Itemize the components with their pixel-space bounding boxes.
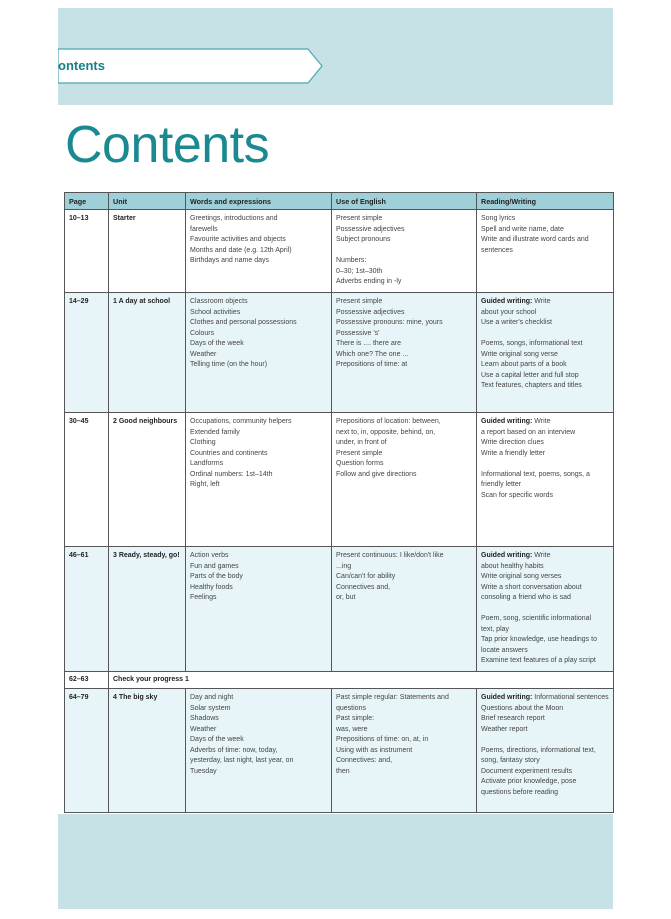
- cell-line: Birthdays and name days: [190, 257, 269, 264]
- unit-cell: Starter: [109, 210, 186, 293]
- cell-line: Guided writing: Write: [481, 418, 551, 425]
- line-gap: [481, 329, 609, 340]
- page-cell: 30–45: [65, 413, 109, 547]
- cell-line: Occupations, community helpers: [190, 418, 292, 425]
- words-cell: [186, 547, 332, 672]
- cell-line: Tap prior knowledge, use headings to: [481, 636, 597, 643]
- cell-line: song, fantasy story: [481, 757, 540, 764]
- cell-line: or, but: [336, 594, 356, 601]
- cell-line: School activities: [190, 308, 241, 316]
- cell-line: under, in front of: [336, 439, 387, 446]
- cell-line: Weather report: [481, 725, 528, 733]
- cell-line: Days of the week: [190, 736, 244, 743]
- cell-line: Write a short conversation about: [481, 583, 582, 591]
- cell-line: Past simple regular: Statements and: [336, 694, 449, 701]
- cell-line: Document experiment results: [481, 767, 573, 775]
- cell-line: text, play: [481, 625, 510, 633]
- cell-line: Possessive pronouns: mine, yours: [336, 319, 443, 326]
- cell-line: farewells: [190, 225, 218, 233]
- cell-line: Poem, song, scientific informational: [481, 615, 592, 622]
- cell-line: Clothing: [190, 439, 216, 446]
- guided-writing-label: Guided writing:: [481, 418, 533, 425]
- cell-line: Which one? The one ...: [336, 350, 409, 358]
- page-cell: 64–79: [65, 689, 109, 813]
- cell-line: consoling a friend who is sad: [481, 594, 571, 601]
- cell-line: Write a friendly letter: [481, 449, 546, 457]
- cell-line: Guided writing: Informational sentences: [481, 694, 609, 701]
- tab-label: ontents: [58, 58, 105, 73]
- cell-line: Guided writing: Write: [481, 298, 551, 305]
- cell-line: Possessive adjectives: [336, 308, 405, 316]
- cell-line: Tuesday: [190, 767, 217, 775]
- column-header: Page: [65, 193, 109, 210]
- cell-line: Poems, songs, informational text: [481, 340, 583, 347]
- page-cell: 14–29: [65, 293, 109, 413]
- guided-writing-label: Guided writing:: [481, 694, 533, 701]
- column-header: Reading/Writing: [477, 193, 614, 210]
- reading-cell: [477, 547, 614, 672]
- table-row: [65, 689, 614, 813]
- cell-line: Days of the week: [190, 340, 244, 347]
- cell-line: Day and night: [190, 694, 234, 701]
- reading-cell: [477, 413, 614, 547]
- cell-line: Colours: [190, 329, 215, 337]
- cell-line: Weather: [190, 725, 217, 733]
- cell-line: Adverbs of time: now, today,: [190, 746, 278, 754]
- cell-line: questions before reading: [481, 788, 559, 796]
- contents-table: [64, 192, 614, 813]
- cell-line: Adverbs ending in -ly: [336, 278, 402, 285]
- cell-line: Can/can't for ability: [336, 573, 396, 580]
- column-header: Use of English: [332, 193, 477, 210]
- cell-line: Follow and give directions: [336, 470, 417, 478]
- cell-line: 0–30; 1st–30th: [336, 267, 383, 275]
- cell-line: Landforms: [190, 460, 224, 467]
- cell-line: questions: [336, 704, 366, 712]
- english-cell: [332, 293, 477, 413]
- cell-line: Use a capital letter and full stop: [481, 371, 579, 379]
- english-cell: [332, 547, 477, 672]
- cell-line: Spell and write name, date: [481, 225, 564, 233]
- column-header: Words and expressions: [186, 193, 332, 210]
- cell-line: Use a writer's checklist: [481, 319, 552, 326]
- cell-line: Parts of the body: [190, 573, 243, 580]
- cell-line: Scan for specific words: [481, 491, 553, 499]
- cell-line: Examine text features of a play script: [481, 657, 596, 664]
- cell-line: was, were: [336, 725, 368, 733]
- cell-line: Months and date (e.g. 12th April): [190, 246, 292, 254]
- cell-line: Possessive adjectives: [336, 225, 405, 233]
- cell-line: Clothes and personal possessions: [190, 319, 297, 326]
- cell-line: Feelings: [190, 594, 217, 601]
- cell-line: Subject pronouns: [336, 236, 391, 243]
- cell-line: Right, left: [190, 481, 220, 488]
- cell-line: Learn about parts of a book: [481, 361, 567, 368]
- cell-line: Poems, directions, informational text,: [481, 746, 596, 754]
- bottom-banner: [58, 814, 613, 909]
- cell-line: about healthy habits: [481, 562, 544, 570]
- english-cell: [332, 413, 477, 547]
- cell-line: a report based on an interview: [481, 428, 576, 436]
- cell-line: Activate prior knowledge, pose: [481, 778, 577, 785]
- cell-line: ...ing: [336, 562, 352, 570]
- english-cell: [332, 689, 477, 813]
- cell-line: Weather: [190, 350, 217, 358]
- cell-line: Telling time (on the hour): [190, 361, 268, 368]
- cell-line: Write and illustrate word cards and: [481, 236, 589, 243]
- cell-line: Connectives: and,: [336, 757, 393, 764]
- cell-line: Greetings, introductions and: [190, 215, 278, 222]
- cell-line: yesterday, last night, last year, on: [190, 757, 294, 764]
- words-cell: [186, 689, 332, 813]
- cell-line: Prepositions of time: at: [336, 361, 408, 368]
- table-header-row: [65, 193, 614, 210]
- cell-line: Ordinal numbers: 1st–14th: [190, 470, 273, 478]
- cell-line: Questions about the Moon: [481, 704, 564, 712]
- cell-line: Prepositions of location: between,: [336, 418, 441, 425]
- page-cell: 46–61: [65, 547, 109, 672]
- cell-line: Action verbs: [190, 552, 229, 559]
- cell-line: Write original song verse: [481, 350, 558, 358]
- unit-cell: 2 Good neighbours: [109, 413, 186, 547]
- words-cell: [186, 413, 332, 547]
- cell-line: Healthy foods: [190, 583, 233, 591]
- unit-cell: 4 The big sky: [109, 689, 186, 813]
- cell-line: Song lyrics: [481, 215, 516, 222]
- line-gap: [481, 735, 609, 746]
- table-row: [65, 293, 614, 413]
- cell-line: Brief research report: [481, 715, 545, 722]
- cell-line: Classroom objects: [190, 298, 248, 305]
- cell-line: Numbers:: [336, 257, 367, 264]
- reading-cell: [477, 689, 614, 813]
- page-cell: 62–63: [65, 671, 109, 689]
- column-header: Unit: [109, 193, 186, 210]
- line-gap: [336, 246, 472, 257]
- cell-line: next to, in, opposite, behind, on,: [336, 428, 436, 436]
- cell-line: Write direction clues: [481, 439, 544, 446]
- reading-cell: [477, 293, 614, 413]
- cell-line: Write original song verses: [481, 573, 562, 580]
- reading-cell: [477, 210, 614, 293]
- cell-line: Present simple: [336, 298, 383, 305]
- cell-line: about your school: [481, 308, 537, 316]
- cell-line: Using with as instrument: [336, 746, 413, 754]
- cell-line: Extended family: [190, 428, 240, 436]
- page-title: Contents: [65, 116, 270, 174]
- unit-cell: 1 A day at school: [109, 293, 186, 413]
- cell-line: friendly letter: [481, 481, 522, 488]
- cell-line: Present simple: [336, 449, 383, 457]
- cell-line: Shadows: [190, 715, 219, 722]
- cell-line: Informational text, poems, songs, a: [481, 470, 590, 478]
- line-gap: [481, 459, 609, 470]
- unit-cell: 3 Ready, steady, go!: [109, 547, 186, 672]
- cell-line: Favourite activities and objects: [190, 236, 286, 243]
- cell-line: There is .... there are: [336, 340, 401, 347]
- cell-line: Connectives and,: [336, 583, 391, 591]
- page-cell: 10–13: [65, 210, 109, 293]
- cell-line: Solar system: [190, 704, 231, 712]
- guided-writing-label: Guided writing:: [481, 552, 533, 559]
- cell-line: Text features, chapters and titles: [481, 382, 582, 389]
- table-row: [65, 547, 614, 672]
- cell-line: Guided writing: Write: [481, 552, 551, 559]
- cell-line: Countries and continents: [190, 449, 268, 457]
- cell-line: Fun and games: [190, 562, 239, 570]
- english-cell: [332, 210, 477, 293]
- cell-line: Past simple:: [336, 715, 375, 722]
- cell-line: then: [336, 767, 350, 775]
- section-tab: [58, 48, 323, 84]
- table-row: [65, 210, 614, 293]
- cell-line: Present simple: [336, 215, 383, 222]
- cell-line: Present continuous: I like/don't like: [336, 552, 444, 559]
- cell-line: Prepositions of time: on, at, in: [336, 736, 429, 743]
- words-cell: [186, 293, 332, 413]
- cell-line: sentences: [481, 246, 513, 254]
- words-cell: [186, 210, 332, 293]
- cell-line: locate answers: [481, 646, 528, 654]
- cell-line: Question forms: [336, 460, 384, 467]
- check-progress-row: [65, 671, 614, 689]
- line-gap: [481, 604, 609, 615]
- table-row: [65, 413, 614, 547]
- check-progress-cell: Check your progress 1: [109, 671, 614, 689]
- guided-writing-label: Guided writing:: [481, 298, 533, 305]
- cell-line: Possessive 's': [336, 329, 380, 337]
